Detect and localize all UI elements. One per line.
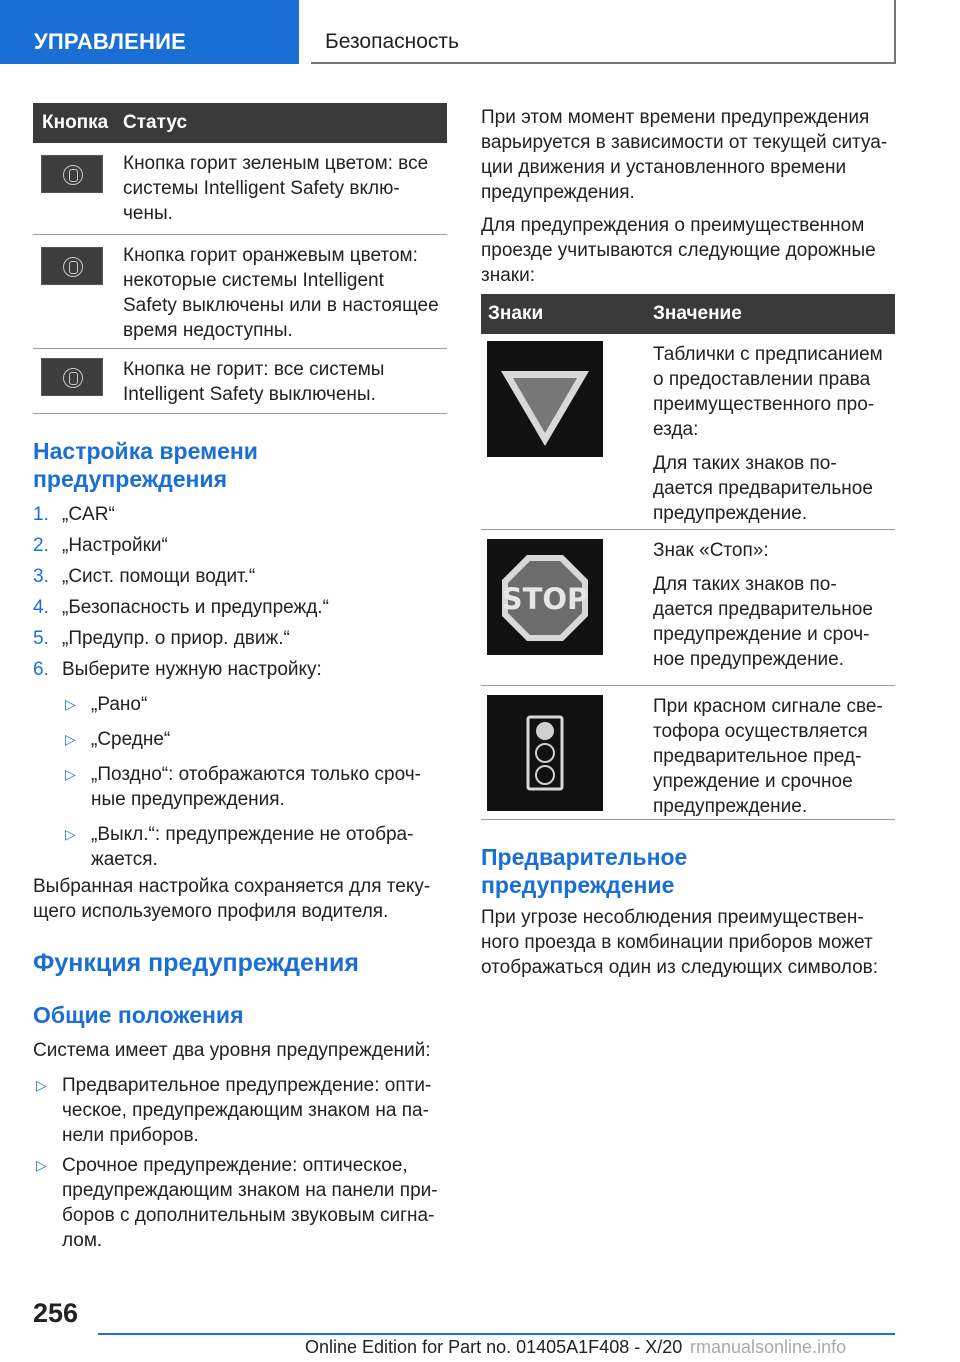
table-row <box>33 235 447 349</box>
footer-edition: Online Edition for Part no. 01405A1F408 - X/20 <box>305 1337 683 1357</box>
step-text: „Предупр. о приор. движ.“ <box>62 628 290 649</box>
sign-table <box>481 294 895 820</box>
step-text: „CAR“ <box>62 504 115 525</box>
intro-paragraph: При этом момент времени предупреждения варьируется в зависимости от текущей ситуа- ции движения и установленного времени предупреждения. <box>481 107 888 203</box>
column-header-signs: Знаки <box>488 303 544 324</box>
subheading-general: Общие положения <box>33 1002 244 1028</box>
column-header-status: Статус <box>123 112 188 133</box>
intelligent-safety-button-icon <box>41 358 103 396</box>
button-table-header <box>33 103 447 143</box>
table-row: STOP Знак «Стоп»: Для таких знаков по- дается предварительное предупреждение и сроч- ное предупреждение. <box>481 530 895 686</box>
table-row <box>33 143 447 235</box>
left-column <box>33 103 447 1251</box>
bullet-triangle-icon: ▷ <box>65 696 76 712</box>
pre-warning-text: При угрозе несоблюдения преимуществен- ного проезда в комбинации приборов может отображаться один из следующих символов: <box>481 907 879 978</box>
option-item: „Выкл.“: предупреждение не отобра- жается. <box>91 824 414 870</box>
section-heading-warning-function: Функция предупреждения <box>33 949 359 977</box>
page-number: 256 <box>33 1298 79 1328</box>
table-row <box>33 349 447 414</box>
status-text-line: Safety выключены или в настоящее <box>123 295 439 316</box>
step-number: 1. <box>33 504 49 525</box>
bullet-item: Срочное предупреждение: оптическое, предупреждающим знаком на панели при- боров с дополнительным звуковым сигна- лом. <box>62 1155 438 1251</box>
status-text-line: Кнопка горит оранжевым цветом: <box>123 245 418 266</box>
warning-intro: Система имеет два уровня предупреждений: <box>33 1040 431 1061</box>
status-text-line: время недоступны. <box>123 320 293 341</box>
status-text-line: Кнопка не горит: все системы <box>123 359 385 380</box>
table-row: Таблички с предписанием о предоставлении права преимущественного про- езда: Для таких знаков по- дается предварительное предупреждение. <box>481 334 895 530</box>
section-tab: УПРАВЛЕНИЕ <box>0 0 299 64</box>
status-text-line: Intelligent Safety выключены. <box>123 384 376 405</box>
footer-watermark: rmanualsonline.info <box>690 1337 847 1357</box>
option-item: „Рано“ <box>91 694 148 715</box>
column-header-meaning: Значение <box>653 303 742 324</box>
bullet-item: Предварительное предупреждение: опти- ческое, предупреждающим знаком на па- нели приборов. <box>62 1075 432 1146</box>
step-text: „Сист. помощи водит.“ <box>62 566 256 587</box>
step-text: „Безопасность и предупрежд.“ <box>62 597 329 618</box>
stop-sign-icon <box>487 539 603 655</box>
option-item: „Средне“ <box>91 729 171 750</box>
section-heading-pre-warning: Предварительное предупреждение <box>481 844 688 898</box>
footer-divider <box>98 1333 895 1335</box>
intelligent-safety-button-icon <box>41 155 103 193</box>
bullet-triangle-icon: ▷ <box>65 766 76 782</box>
setting-note: Выбранная настройка сохраняется для теку- щего используемого профиля водителя. <box>33 876 431 922</box>
step-text: „Настройки“ <box>62 535 168 556</box>
intro-paragraph: Для предупреждения о преимущественном проезде учитываются следующие дорожные знаки: <box>481 215 876 286</box>
bullet-triangle-icon: ▷ <box>65 826 76 842</box>
bullet-triangle-icon: ▷ <box>65 731 76 747</box>
bullet-triangle-icon: ▷ <box>36 1157 47 1173</box>
chapter-title: Безопасность <box>311 0 896 64</box>
step-number: 2. <box>33 535 49 556</box>
step-number: 4. <box>33 597 49 618</box>
sign-table-header <box>481 294 895 334</box>
column-header-button: Кнопка <box>42 112 109 133</box>
bullet-triangle-icon: ▷ <box>36 1077 47 1093</box>
intelligent-safety-button-icon <box>41 247 103 285</box>
yield-sign-icon <box>487 341 603 457</box>
step-number: 3. <box>33 566 49 587</box>
status-text-line: некоторые системы Intelligent <box>123 270 384 291</box>
step-number: 6. <box>33 659 49 680</box>
traffic-light-icon <box>487 695 603 811</box>
table-row: При красном сигнале све- тофора осуществляется предварительное пред- упреждение и срочное предупреждение. <box>481 686 895 820</box>
step-number: 5. <box>33 628 49 649</box>
step-text: Выберите нужную настройку: <box>62 659 322 680</box>
section-heading-time-setting: Настройка времени предупреждения <box>33 438 258 492</box>
status-text-line: Кнопка горит зеленым цветом: все <box>123 153 429 174</box>
status-text-line: чены. <box>123 203 173 224</box>
option-item: „Поздно“: отображаются только сроч- ные предупреждения. <box>91 764 421 810</box>
svg-text:STOP: STOP <box>501 582 589 616</box>
status-text-line: системы Intelligent Safety вклю- <box>123 178 400 199</box>
